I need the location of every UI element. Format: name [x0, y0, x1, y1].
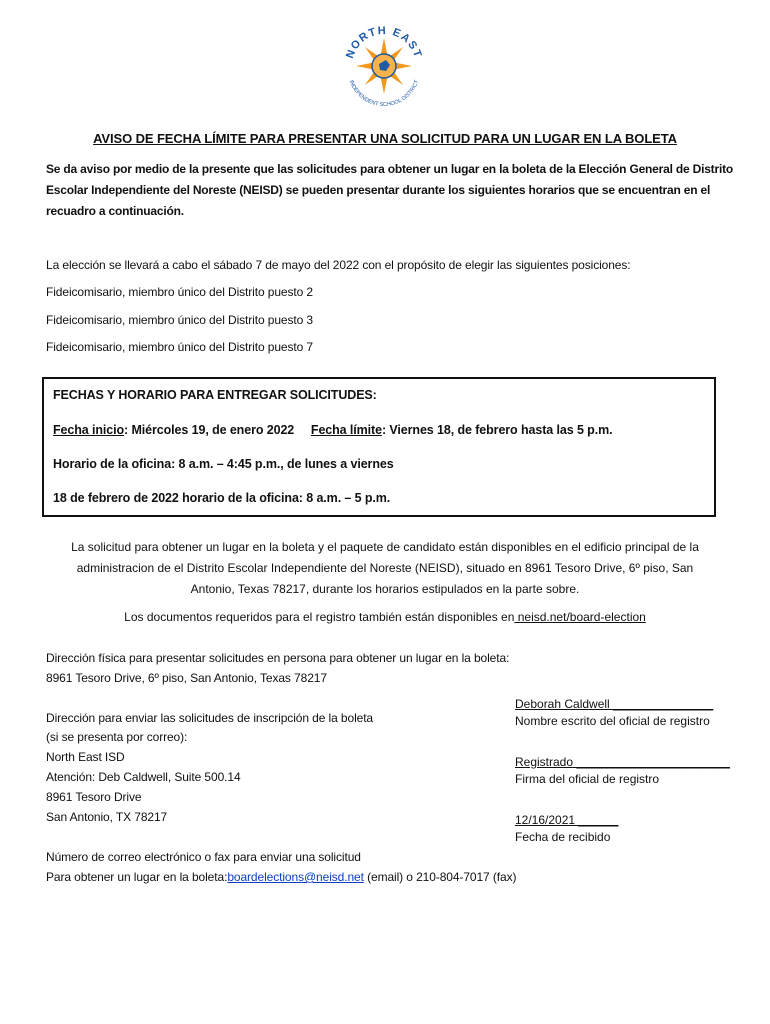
board-election-link[interactable]: neisd.net/board-election — [514, 610, 646, 624]
dates-row — [53, 423, 612, 437]
office-hours: Horario de la oficina: 8 a.m. – 4:45 p.m., de lunes a viernes — [53, 457, 394, 471]
contact-suffix: (email) o 210-804-7017 (fax) — [363, 870, 517, 884]
page-title: AVISO DE FECHA LÍMITE PARA PRESENTAR UNA SOLICITUD PARA UN LUGAR EN LA BOLETA — [93, 131, 677, 146]
officer-signature-caption: Firma del oficial de registro — [515, 772, 660, 786]
officer-name-field: Deborah Caldwell _______________ — [515, 697, 714, 711]
physical-address: 8961 Tesoro Drive, 6º piso, San Antonio, Texas 78217 — [46, 671, 327, 685]
svg-text:INDEPENDENT SCHOOL DISTRICT: INDEPENDENT SCHOOL DISTRICT — [347, 79, 421, 109]
position-item: Fideicomisario, miembro único del Distrito puesto 3 — [46, 313, 314, 327]
mail-address-line: North East ISD — [46, 750, 125, 764]
election-text: La elección se llevará a cabo el sábado 7 de mayo del 2022 con el propósito de elegir las siguientes posiciones: — [46, 258, 631, 272]
svg-text:NORTH EAST: NORTH EAST — [343, 24, 424, 61]
documents-text: Los documentos requeridos para el registro también están disponibles en — [124, 610, 515, 624]
start-date-value: : Miércoles 19, de enero 2022 — [124, 423, 295, 437]
contact-line — [46, 870, 516, 884]
mail-address-line: (si se presenta por correo): — [46, 730, 188, 744]
start-date-label: Fecha inicio — [53, 423, 125, 437]
email-link[interactable]: boardelections@neisd.net — [227, 870, 364, 884]
received-date-caption: Fecha de recibido — [515, 830, 611, 844]
position-item: Fideicomisario, miembro único del Distrito puesto 2 — [46, 285, 314, 299]
mail-address-line: Atención: Deb Caldwell, Suite 500.14 — [46, 770, 241, 784]
availability-paragraph — [40, 537, 730, 600]
contact-label: Número de correo electrónico o fax para enviar una solicitud — [46, 850, 361, 864]
intro-paragraph: Se da aviso por medio de la presente que las solicitudes para obtener un lugar en la boleta de la Elección General de Distrito Escolar Independiente del Noreste (NEISD) se pueden presentar durante los siguientes horarios que se encuentran en el recuadro a continuación. — [46, 162, 734, 218]
mail-address-line: 8961 Tesoro Drive — [46, 790, 142, 804]
contact-prefix: Para obtener un lugar en la boleta: — [46, 870, 228, 884]
box-heading: FECHAS Y HORARIO PARA ENTREGAR SOLICITUDES: — [53, 388, 377, 402]
mail-address-line: San Antonio, TX 78217 — [46, 810, 168, 824]
availability-line: Antonio, Texas 78217, durante los horarios estipulados en la parte sobre. — [190, 582, 580, 596]
officer-signature-field: Registrado _______________________ — [515, 755, 730, 769]
officer-name-caption: Nombre escrito del oficial de registro — [515, 714, 710, 728]
deadline-label: Fecha límite — [310, 423, 382, 437]
physical-address-label: Dirección física para presentar solicitudes en persona para obtener un lugar en la boleta: — [46, 651, 510, 665]
received-date-field: 12/16/2021 ______ — [515, 813, 619, 827]
feb18-hours: 18 de febrero de 2022 horario de la oficina: 8 a.m. – 5 p.m. — [53, 491, 391, 505]
mail-address-line: Dirección para enviar las solicitudes de inscripción de la boleta — [46, 711, 374, 725]
documents-line — [0, 610, 770, 624]
deadline-value: : Viernes 18, de febrero hasta las 5 p.m. — [381, 423, 613, 437]
logo-seal-icon — [338, 20, 430, 112]
position-item: Fideicomisario, miembro único del Distrito puesto 7 — [46, 340, 314, 354]
filing-dates-box — [42, 377, 716, 517]
availability-line: administracion de el Distrito Escolar Independiente del Noreste (NEISD), situado en 8961 Tesoro Drive, 6º piso, San — [76, 561, 694, 575]
neisd-logo — [338, 20, 430, 112]
availability-line: La solicitud para obtener un lugar en la boleta y el paquete de candidato están disponibles en el edificio principal de la — [71, 540, 699, 554]
